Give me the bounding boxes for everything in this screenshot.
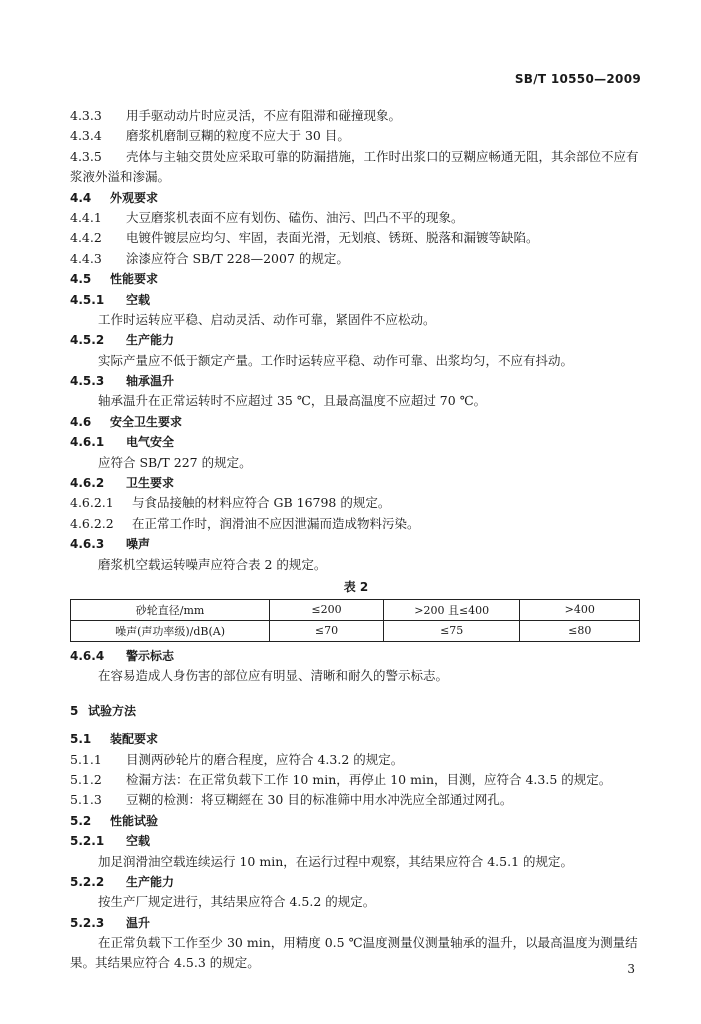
clause-4-3-3: 4.3.3 用手驱动动片时应灵活，不应有阻滞和碰撞现象。 — [70, 108, 402, 123]
chapter-5-heading: 5 试验方法 — [70, 703, 137, 718]
clause-4-6-4-body: 在容易造成人身伤害的部位应有明显、清晰和耐久的警示标志。 — [98, 668, 449, 684]
section-5-1-heading: 5.1 装配要求 — [70, 732, 159, 747]
clause-4-5-1-heading: 4.5.1 空载 — [70, 292, 151, 307]
clause-4-6-4-heading: 4.6.4 警示标志 — [70, 648, 175, 663]
clause-5-1-2: 5.1.2 检漏方法：在正常负载下工作 10 min，再停止 10 min，目测，应符合 4.3.5 的规定。 — [70, 771, 612, 787]
clause-4-4-1: 4.4.1 大豆磨浆机表面不应有划伤、磕伤、油污、凹凸不平的现象。 — [70, 209, 464, 225]
table-cell: >400 — [520, 599, 640, 620]
clause-4-4-2: 4.4.2 电镀件镀层应均匀、牢固，表面光滑，无划痕、锈斑、脱落和漏镀等缺陷。 — [70, 230, 539, 246]
standard-code-header: SB/T 10550—2009 — [514, 72, 641, 86]
clause-5-2-1-body: 加足润滑油空载连续运行 10 min，在运行过程中观察，其结果应符合 4.5.1 的规定。 — [98, 853, 574, 869]
noise-table — [70, 599, 640, 642]
section-4-4-heading: 4.4 外观要求 — [70, 190, 159, 205]
clause-5-2-3-body: 在正常负载下工作至少 30 min，用精度 0.5 ℃温度测量仪测量轴承的温升，以最高温度为测量结 — [98, 935, 638, 951]
section-4-5-heading: 4.5 性能要求 — [70, 272, 159, 287]
clause-4-3-4: 4.3.4 磨浆机磨制豆糊的粒度不应大于 30 目。 — [70, 128, 350, 144]
clause-5-2-2-body: 按生产厂规定进行，其结果应符合 4.5.2 的规定。 — [98, 894, 376, 910]
table-cell: 噪声(声功率级)/dB(A) — [71, 620, 270, 641]
clause-4-6-2-1: 4.6.2.1 与食品接触的材料应符合 GB 16798 的规定。 — [70, 495, 391, 511]
clause-4-6-2-2: 4.6.2.2 在正常工作时，润滑油不应因泄漏而造成物料污染。 — [70, 515, 420, 531]
clause-4-6-2-heading: 4.6.2 卫生要求 — [70, 476, 175, 491]
clause-5-2-1-heading: 5.2.1 空载 — [70, 834, 151, 849]
table-cell: ≤200 — [270, 599, 384, 620]
table-row — [71, 599, 640, 620]
clause-5-2-2-heading: 5.2.2 生产能力 — [70, 874, 175, 889]
clause-4-5-3-heading: 4.5.3 轴承温升 — [70, 374, 175, 389]
table-row — [71, 620, 640, 641]
clause-4-5-1-body: 工作时运转应平稳、启动灵活、动作可靠，紧固件不应松动。 — [98, 311, 436, 327]
table-cell: 砂轮直径/mm — [71, 599, 270, 620]
section-5-2-heading: 5.2 性能试验 — [70, 813, 159, 828]
table-cell: ≤75 — [383, 620, 520, 641]
clause-4-5-3-body: 轴承温升在正常运转时不应超过 35 ℃，且最高温度不应超过 70 ℃。 — [98, 393, 487, 409]
page-number: 3 — [627, 962, 635, 976]
table-cell: >200 且≤400 — [383, 599, 520, 620]
clause-5-1-1: 5.1.1 目测两砂轮片的磨合程度，应符合 4.3.2 的规定。 — [70, 751, 404, 767]
clause-4-4-3: 4.4.3 涂漆应符合 SB/T 228—2007 的规定。 — [70, 250, 349, 266]
clause-5-1-3: 5.1.3 豆糊的检测：将豆糊經在 30 目的标准筛中用水冲洗应全部通过网孔。 — [70, 792, 513, 808]
clause-4-6-3-body: 磨浆机空载运转噪声应符合表 2 的规定。 — [98, 556, 327, 572]
section-4-6-heading: 4.6 安全卫生要求 — [70, 414, 183, 429]
clause-4-6-1-heading: 4.6.1 电气安全 — [70, 435, 175, 450]
clause-5-2-3-heading: 5.2.3 温升 — [70, 915, 151, 930]
clause-4-3-5: 4.3.5 壳体与主轴交贯处应采取可靠的防漏措施，工作时出浆口的豆糊应畅通无阻，其余部位不应有 — [70, 148, 639, 164]
clause-5-2-3-body-cont: 果。其结果应符合 4.5.3 的规定。 — [70, 955, 260, 971]
table-cell: ≤80 — [520, 620, 640, 641]
clause-4-6-1-body: 应符合 SB/T 227 的规定。 — [98, 454, 252, 470]
clause-4-3-5-cont: 浆液外溢和渗漏。 — [70, 169, 171, 185]
clause-4-6-3-heading: 4.6.3 噪声 — [70, 537, 151, 552]
clause-4-5-2-body: 实际产量应不低于额定产量。工作时运转应平稳、动作可靠、出浆均匀，不应有抖动。 — [98, 352, 574, 368]
table-2-caption: 表 2 — [343, 579, 369, 594]
table-cell: ≤70 — [270, 620, 384, 641]
document-body — [70, 106, 642, 974]
clause-4-5-2-heading: 4.5.2 生产能力 — [70, 333, 175, 348]
